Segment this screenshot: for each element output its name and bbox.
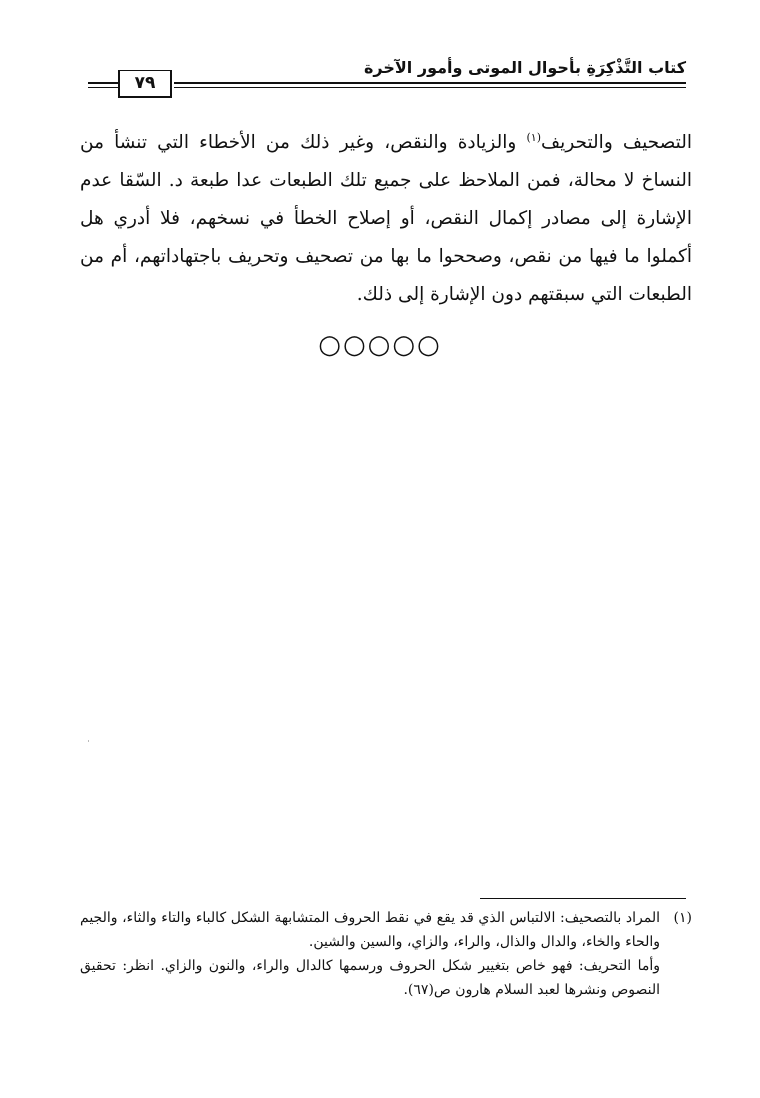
header-book-title: كتاب التَّذْكِرَةِ بأحوال الموتى وأمور الآخرة — [363, 58, 686, 77]
footnote-1 — [80, 906, 692, 954]
main-paragraph — [80, 124, 692, 314]
scan-speck — [88, 740, 89, 742]
section-separator: ○○○○○ — [318, 330, 442, 360]
running-header — [88, 56, 686, 100]
page-number: ٧٩ — [118, 70, 172, 98]
paragraph-rest: والزيادة والنقص، وغير ذلك من الأخطاء التي تنشأ من النساخ لا محالة، فمن الملاحظ على جميع تلك الطبعات عدا طبعة د. السّقا عدم الإشارة إلى مصادر إكمال النقص، أو إصلاح الخطأ في نسخهم، فلا أدري هل أكملوا ما فيها من نقص، وصححوا ما بها من تصحيف وتحريف باجتهاداتهم، أم من الطبعات التي سبقتهم دون الإشارة إلى ذلك. — [80, 132, 692, 305]
header-left-rule-thick — [88, 82, 118, 84]
footnote-text: المراد بالتصحيف: الالتباس الذي قد يقع في نقط الحروف المتشابهة الشكل كالباء والتاء والثاء، والجيم والحاء والخاء، والدال والذال، والراء، والزاي، والسين والشين. — [80, 910, 660, 950]
footnote-divider — [480, 898, 686, 899]
footnote-1-continuation: وأما التحريف: فهو خاص بتغيير شكل الحروف ورسمها كالدال والراء، والنون والزاي. انظر: تحقيق النصوص ونشرها لعبد السلام هارون ص(٦٧). — [80, 958, 660, 998]
footnotes — [80, 906, 692, 1002]
paragraph-start: التصحيف والتحريف — [541, 132, 692, 153]
header-left-rule-thin — [88, 87, 118, 88]
footnote-reference[interactable]: (١) — [526, 130, 542, 144]
header-rule-thin — [174, 87, 686, 88]
footnote-number: (١) — [673, 910, 692, 926]
header-rule-thick — [174, 82, 686, 84]
